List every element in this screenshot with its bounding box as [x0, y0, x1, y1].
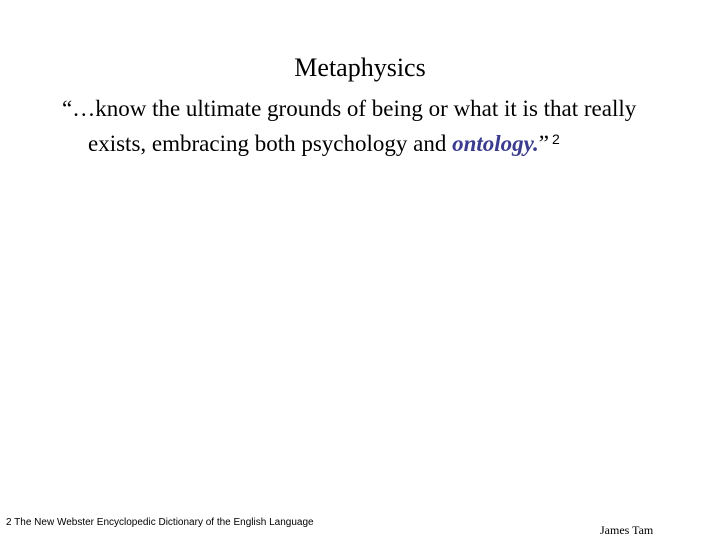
emphasized-term: ontology	[452, 131, 534, 156]
closing-quote-mark: ”	[538, 131, 550, 156]
emphasized-term-period: .	[533, 131, 539, 156]
quote-block	[62, 93, 702, 159]
footnote-reference: 2	[552, 131, 560, 147]
quote-line-1: “…know the ultimate grounds of being or what it is that really	[62, 96, 637, 121]
footnote: 2 The New Webster Encyclopedic Dictionary of the English Language	[6, 517, 314, 528]
quote-line-2	[62, 124, 702, 159]
slide-title: Metaphysics	[294, 53, 426, 82]
author-name: James Tam	[600, 523, 654, 537]
quote-line-2-text: exists, embracing both psychology and	[88, 131, 453, 156]
